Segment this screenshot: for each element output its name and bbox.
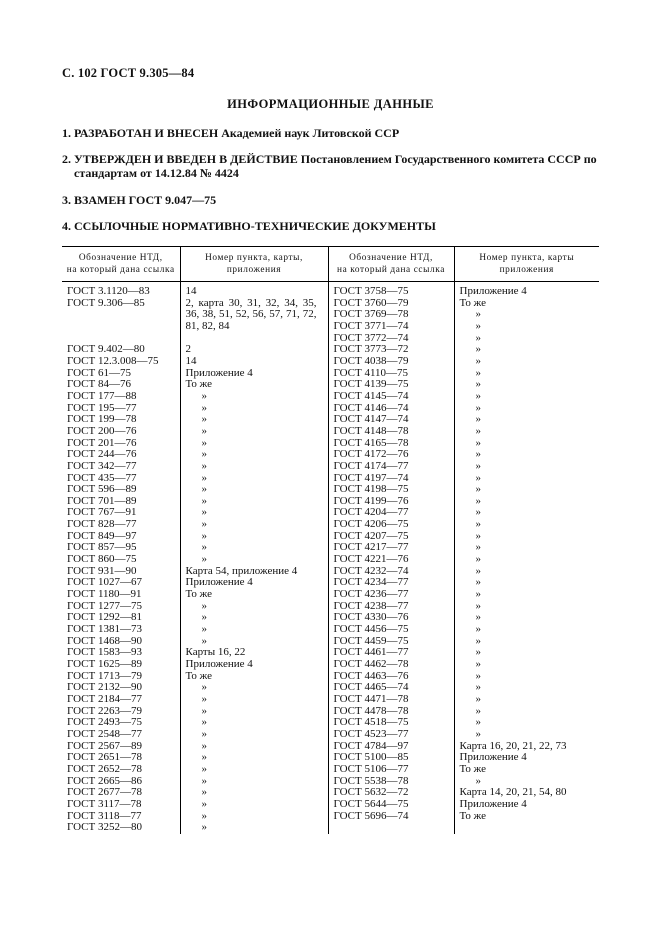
designation-cell: ГОСТ 3760—79: [333, 296, 409, 309]
reference-cell: »: [201, 634, 207, 647]
table-header-row: [62, 247, 599, 282]
designation-cell: ГОСТ 2184—77: [67, 692, 142, 705]
reference-cell: »: [201, 716, 207, 729]
reference-cell: 14: [185, 285, 197, 297]
designation-cell: ГОСТ 2263—79: [67, 704, 142, 717]
page-title: ИНФОРМАЦИОННЫЕ ДАННЫЕ: [227, 97, 434, 111]
reference-cell: »: [201, 529, 207, 542]
reference-cell: »: [475, 681, 481, 694]
reference-cell: »: [201, 506, 207, 519]
reference-cell: »: [475, 448, 481, 461]
designation-cell: ГОСТ 4234—77: [333, 576, 409, 589]
designation-cell: ГОСТ 4221—76: [333, 553, 409, 566]
designation-cell: ГОСТ 2651—78: [67, 751, 142, 764]
right-designations-column: [328, 282, 454, 834]
reference-cell: Приложение 4: [185, 658, 253, 670]
designation-cell: ГОСТ 1583—93: [67, 646, 142, 659]
reference-cell: Приложение 4: [185, 366, 253, 379]
reference-cell: »: [475, 576, 481, 589]
designation-cell: ГОСТ 199—78: [67, 413, 137, 426]
reference-cell: Карта 54, приложение 4: [185, 564, 298, 577]
designation-cell: ГОСТ 2132—90: [67, 681, 142, 694]
reference-cell: То же: [185, 588, 212, 601]
designation-cell: ГОСТ 5538—78: [333, 774, 409, 787]
designation-cell: ГОСТ 4217—77: [333, 541, 409, 554]
reference-cell: »: [201, 459, 207, 472]
designation-cell: ГОСТ 3773—72: [333, 343, 409, 356]
reference-cell: То же: [185, 669, 212, 682]
reference-cell: »: [475, 611, 481, 624]
designation-cell: ГОСТ 1713—79: [67, 669, 142, 682]
designation-cell: ГОСТ 4238—77: [333, 599, 409, 612]
reference-cell: То же: [459, 296, 486, 309]
info-item-1: 1. РАЗРАБОТАН И ВНЕСЕН Академией наук Литовской ССР: [62, 126, 400, 140]
reference-cell: »: [475, 529, 481, 542]
reference-cell: »: [475, 541, 481, 554]
reference-cell: Приложение 4: [185, 576, 253, 589]
designation-cell: ГОСТ 177—88: [67, 389, 137, 402]
reference-cell: »: [475, 669, 481, 682]
reference-cell: »: [475, 716, 481, 729]
reference-cell: »: [475, 774, 481, 787]
designation-cell: ГОСТ 1381—73: [67, 623, 142, 636]
reference-cell: »: [475, 378, 481, 391]
reference-cell: Карта 14, 20, 21, 54, 80: [459, 786, 567, 799]
designation-cell: ГОСТ 3772—74: [333, 331, 409, 344]
reference-cell: Карта 16, 20, 21, 22, 73: [459, 739, 567, 752]
reference-cell: »: [201, 739, 207, 752]
designation-cell: ГОСТ 5644—75: [333, 797, 409, 810]
reference-cell: »: [201, 797, 207, 810]
designation-cell: ГОСТ 4462—78: [333, 658, 409, 670]
reference-cell: »: [475, 564, 481, 577]
left-designations-column: [62, 282, 180, 834]
header-reference-left: Номер пункта, карты, приложения: [180, 247, 328, 282]
reference-cell: »: [475, 658, 481, 670]
designation-cell: ГОСТ 1277—75: [67, 599, 142, 612]
designation-cell: ГОСТ 1468—90: [67, 634, 142, 647]
reference-cell: То же: [459, 809, 486, 822]
reference-cell: »: [475, 727, 481, 740]
right-references-column: [454, 282, 599, 834]
designation-cell: ГОСТ 931—90: [67, 564, 137, 577]
reference-cell: 36, 38, 51, 52, 56, 57, 71, 72,: [185, 308, 317, 321]
designation-cell: ГОСТ 4523—77: [333, 727, 409, 740]
designation-cell: ГОСТ 244—76: [67, 448, 137, 461]
reference-cell: »: [475, 692, 481, 705]
designation-cell: ГОСТ 12.3.008—75: [67, 354, 159, 367]
designation-cell: ГОСТ 4236—77: [333, 588, 409, 601]
designation-cell: ГОСТ 701—89: [67, 494, 137, 507]
reference-cell: »: [201, 483, 207, 496]
reference-cell: »: [201, 599, 207, 612]
designation-cell: ГОСТ 4038—79: [333, 354, 409, 367]
reference-cell: »: [201, 786, 207, 799]
reference-cell: »: [201, 704, 207, 717]
reference-cell: Приложение 4: [459, 797, 527, 810]
designation-cell: ГОСТ 4204—77: [333, 506, 409, 519]
references-table: [62, 246, 599, 834]
reference-cell: »: [475, 494, 481, 507]
reference-cell: »: [201, 751, 207, 764]
reference-cell: »: [475, 518, 481, 531]
designation-cell: ГОСТ 4471—78: [333, 692, 409, 705]
designation-cell: ГОСТ 4174—77: [333, 459, 409, 472]
reference-cell: 14: [185, 354, 197, 367]
designation-cell: ГОСТ 5696—74: [333, 809, 409, 822]
reference-cell: »: [475, 354, 481, 367]
reference-cell: »: [475, 436, 481, 449]
reference-cell: »: [475, 331, 481, 344]
reference-cell: 81, 82, 84: [185, 319, 230, 332]
designation-cell: ГОСТ 435—77: [67, 471, 137, 484]
reference-cell: »: [201, 471, 207, 484]
reference-cell: »: [201, 821, 207, 834]
reference-cell: »: [475, 401, 481, 414]
designation-cell: ГОСТ 4784—97: [333, 739, 409, 752]
designation-cell: ГОСТ 4206—75: [333, 518, 409, 531]
page-header: С. 102 ГОСТ 9.305—84: [62, 66, 195, 80]
reference-cell: »: [475, 424, 481, 437]
designation-cell: ГОСТ 4461—77: [333, 646, 409, 659]
reference-cell: »: [201, 436, 207, 449]
designation-cell: ГОСТ 1180—91: [67, 588, 142, 601]
reference-cell: »: [201, 611, 207, 624]
reference-cell: Карты 16, 22: [185, 646, 246, 659]
designation-cell: ГОСТ 4207—75: [333, 529, 409, 542]
designation-cell: ГОСТ 84—76: [67, 378, 131, 391]
reference-cell: »: [201, 727, 207, 740]
designation-cell: ГОСТ 4465—74: [333, 681, 409, 694]
designation-cell: ГОСТ 4165—78: [333, 436, 409, 449]
designation-cell: ГОСТ 5632—72: [333, 786, 409, 799]
reference-cell: »: [201, 413, 207, 426]
designation-cell: ГОСТ 3758—75: [333, 285, 409, 297]
designation-cell: ГОСТ 2493—75: [67, 716, 142, 729]
reference-cell: Приложение 4: [459, 751, 527, 764]
designation-cell: ГОСТ 4232—74: [333, 564, 409, 577]
reference-cell: »: [475, 634, 481, 647]
reference-cell: »: [201, 494, 207, 507]
reference-cell: [186, 333, 324, 345]
reference-cell: 2: [185, 343, 191, 356]
designation-cell: ГОСТ 201—76: [67, 436, 137, 449]
reference-cell: »: [201, 424, 207, 437]
reference-cell: »: [201, 774, 207, 787]
designation-cell: ГОСТ 4199—76: [333, 494, 409, 507]
designation-cell: ГОСТ 200—76: [67, 424, 137, 437]
info-item-2: [62, 152, 612, 180]
reference-cell: »: [201, 389, 207, 402]
designation-cell: ГОСТ 1027—67: [67, 576, 142, 589]
designation-cell: ГОСТ 4456—75: [333, 623, 409, 636]
info-item-4: 4. ССЫЛОЧНЫЕ НОРМАТИВНО-ТЕХНИЧЕСКИЕ ДОКУМЕНТЫ: [62, 219, 436, 233]
reference-cell: »: [475, 646, 481, 659]
designation-cell: ГОСТ 4478—78: [333, 704, 409, 717]
designation-cell: ГОСТ 4459—75: [333, 634, 409, 647]
designation-cell: ГОСТ 4145—74: [333, 389, 409, 402]
designation-cell: ГОСТ 9.402—80: [67, 343, 145, 356]
designation-cell: ГОСТ 2548—77: [67, 727, 142, 740]
designation-cell: ГОСТ 3769—78: [333, 308, 409, 321]
reference-cell: »: [201, 762, 207, 775]
designation-cell: ГОСТ 3.1120—83: [67, 285, 150, 297]
designation-cell: ГОСТ 2665—86: [67, 774, 142, 787]
designation-cell: ГОСТ 2652—78: [67, 762, 142, 775]
reference-cell: »: [475, 553, 481, 566]
header-designation-right: Обозначение НТД, на который дана ссылка: [328, 247, 454, 282]
designation-cell: ГОСТ 1625—89: [67, 658, 142, 670]
designation-cell: ГОСТ 195—77: [67, 401, 137, 414]
designation-cell: ГОСТ 767—91: [67, 506, 137, 519]
info-item-2-line2: стандартам от 14.12.84 № 4424: [74, 166, 239, 180]
reference-cell: »: [475, 471, 481, 484]
reference-cell: »: [475, 459, 481, 472]
designation-cell: ГОСТ 4172—76: [333, 448, 409, 461]
designation-cell: [67, 321, 176, 333]
designation-cell: ГОСТ 596—89: [67, 483, 137, 496]
designation-cell: ГОСТ 849—97: [67, 529, 137, 542]
info-item-3: 3. ВЗАМЕН ГОСТ 9.047—75: [62, 193, 217, 207]
reference-cell: Приложение 4: [459, 285, 527, 297]
designation-cell: ГОСТ 4198—75: [333, 483, 409, 496]
header-designation-left: Обозначение НТД, на который дана ссылка: [62, 247, 180, 282]
designation-cell: ГОСТ 9.306—85: [67, 296, 145, 309]
reference-cell: »: [475, 343, 481, 356]
designation-cell: ГОСТ 857—95: [67, 541, 137, 554]
reference-cell: То же: [185, 378, 212, 391]
reference-cell: »: [475, 319, 481, 332]
designation-cell: ГОСТ 2567—89: [67, 739, 142, 752]
reference-cell: »: [475, 506, 481, 519]
designation-cell: ГОСТ 5100—85: [333, 751, 409, 764]
designation-cell: ГОСТ 4463—76: [333, 669, 409, 682]
designation-cell: ГОСТ 828—77: [67, 518, 137, 531]
reference-cell: »: [475, 389, 481, 402]
header-reference-right: Номер пункта, карты приложения: [454, 247, 599, 282]
designation-cell: [67, 309, 176, 321]
reference-cell: То же: [459, 762, 486, 775]
reference-cell: »: [475, 413, 481, 426]
reference-cell: »: [475, 599, 481, 612]
designation-cell: ГОСТ 2677—78: [67, 786, 142, 799]
reference-cell: »: [475, 308, 481, 321]
designation-cell: ГОСТ 4518—75: [333, 716, 409, 729]
left-references-column: [180, 282, 328, 834]
reference-cell: »: [201, 541, 207, 554]
reference-cell: »: [201, 623, 207, 636]
table-body-row: [62, 282, 599, 834]
designation-cell: ГОСТ 4146—74: [333, 401, 409, 414]
reference-cell: »: [201, 518, 207, 531]
designation-cell: ГОСТ 3252—80: [67, 821, 142, 834]
designation-cell: ГОСТ 860—75: [67, 553, 137, 566]
designation-cell: ГОСТ 3771—74: [333, 319, 409, 332]
designation-cell: ГОСТ 3118—77: [67, 809, 142, 822]
designation-cell: ГОСТ 342—77: [67, 459, 137, 472]
reference-cell: »: [201, 448, 207, 461]
designation-cell: ГОСТ 3117—78: [67, 797, 142, 810]
reference-cell: »: [201, 681, 207, 694]
designation-cell: ГОСТ 4330—76: [333, 611, 409, 624]
designation-cell: ГОСТ 4139—75: [333, 378, 409, 391]
reference-cell: »: [201, 401, 207, 414]
reference-cell: »: [201, 692, 207, 705]
designation-cell: ГОСТ 4197—74: [333, 471, 409, 484]
reference-cell: »: [475, 483, 481, 496]
reference-cell: »: [201, 553, 207, 566]
reference-cell: »: [475, 366, 481, 379]
designation-cell: ГОСТ 5106—77: [333, 762, 409, 775]
info-item-2-line1: 2. УТВЕРЖДЕН И ВВЕДЕН В ДЕЙСТВИЕ Постановлением Государственного комитета СССР по: [62, 152, 597, 166]
reference-cell: 2, карта 30, 31, 32, 34, 35,: [185, 296, 317, 309]
designation-cell: ГОСТ 4147—74: [333, 413, 409, 426]
reference-cell: »: [201, 809, 207, 822]
reference-cell: »: [475, 588, 481, 601]
reference-cell: »: [475, 623, 481, 636]
reference-cell: »: [475, 704, 481, 717]
designation-cell: ГОСТ 61—75: [67, 366, 131, 379]
designation-cell: ГОСТ 4110—75: [333, 366, 409, 379]
designation-cell: ГОСТ 4148—78: [333, 424, 409, 437]
designation-cell: ГОСТ 1292—81: [67, 611, 142, 624]
